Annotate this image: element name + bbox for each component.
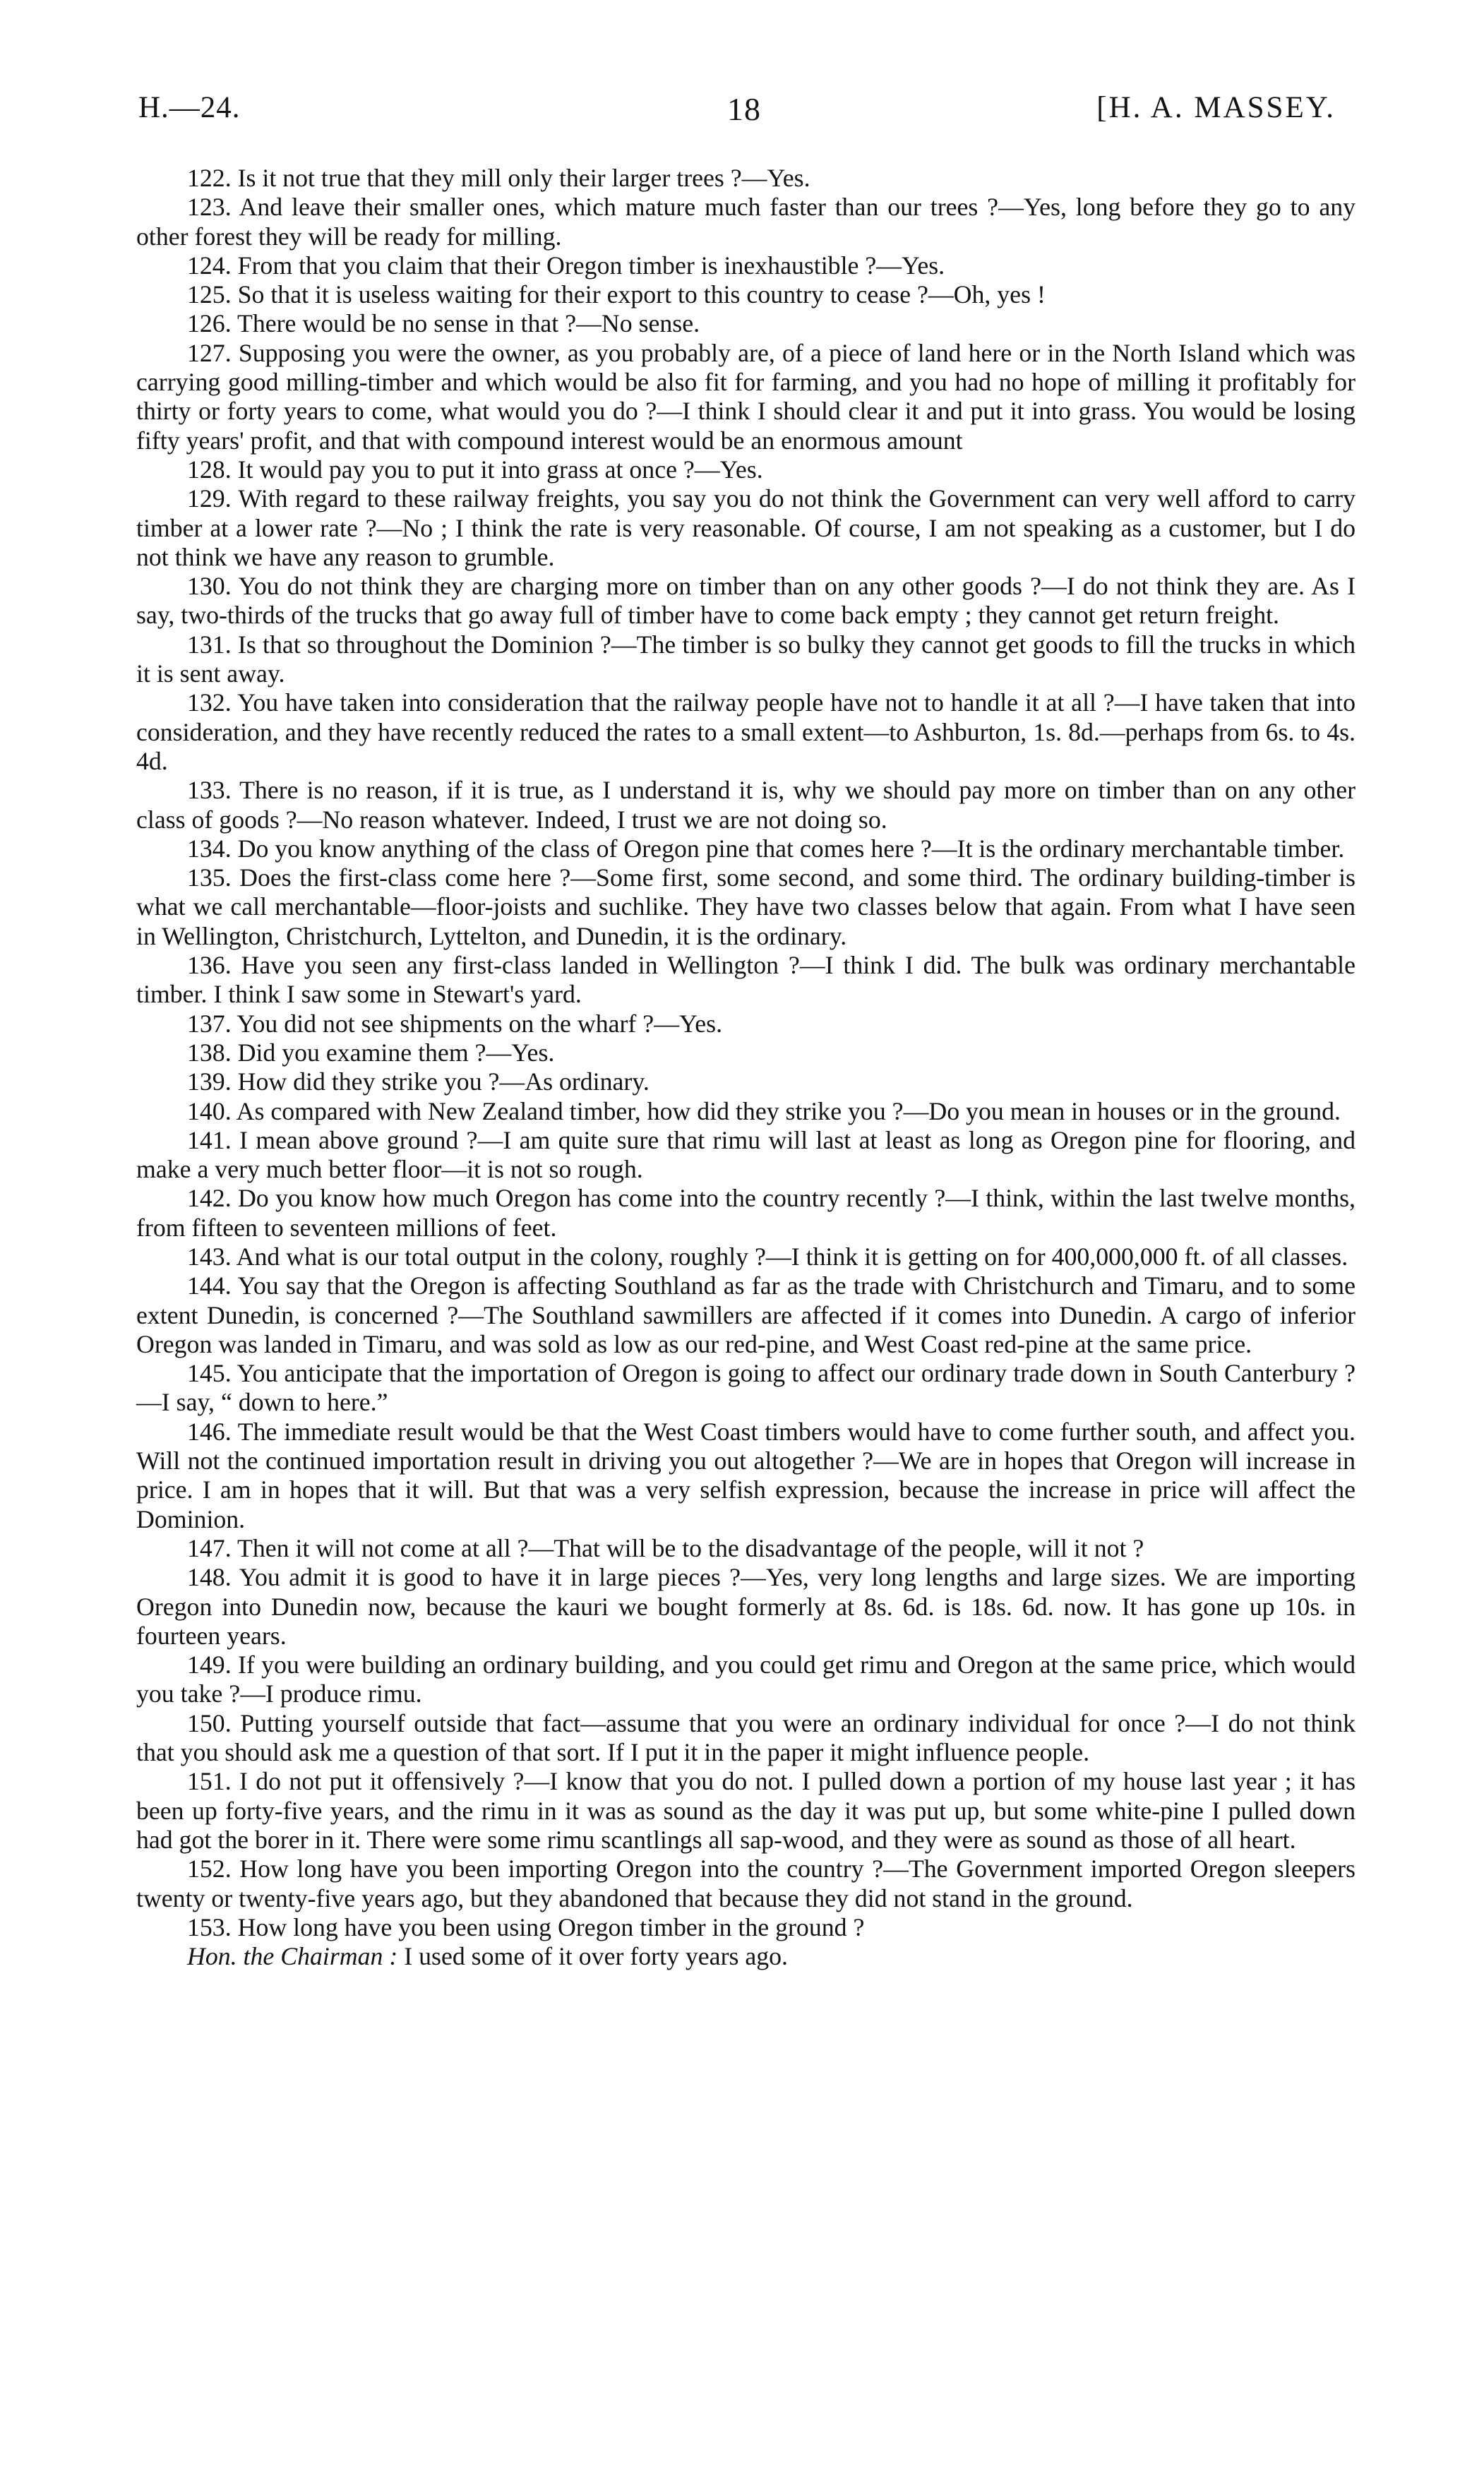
question-130: 130. You do not think they are charging more on timber than on any other goods ?—I do not think they are. As I say, two-thirds of the trucks that go away full of timber have to come back empty ; they cannot get return freight.: [136, 572, 1356, 630]
witness-name: [H. A. MASSEY.: [1096, 91, 1336, 124]
question-139: 139. How did they strike you ?—As ordinary.: [187, 1067, 650, 1096]
question-128: 128. It would pay you to put it into grass at once ?—Yes.: [187, 455, 763, 484]
question-146: 146. The immediate result would be that the West Coast timbers would have to come further south, and affect you. Will not the continued importation result in driving you out altogether ?—We are in hopes that Oregon will increase in price. I am in hopes that it will. But that was a very selfish expression, because the increase in price will affect the Dominion.: [136, 1417, 1356, 1533]
question-133: 133. There is no reason, if it is true, as I understand it is, why we should pay more on timber than on any other class of goods ?—No reason whatever. Indeed, I trust we are not doing so.: [136, 776, 1356, 834]
question-141: 141. I mean above ground ?—I am quite sure that rimu will last at least as long as Oregon pine for flooring, and make a very much better floor—it is not so rough.: [136, 1125, 1356, 1184]
question-134: 134. Do you know anything of the class of Oregon pine that comes here ?—It is the ordinary merchantable timber.: [187, 834, 1345, 863]
question-145: 145. You anticipate that the importation of Oregon is going to affect our ordinary trade down in South Canterbury ?—I say, “ down to here.”: [136, 1359, 1356, 1417]
question-143: 143. And what is our total output in the colony, roughly ?—I think it is getting on for 400,000,000 ft. of all classes.: [187, 1242, 1348, 1271]
chairman-remark-text: I used some of it over forty years ago.: [397, 1942, 788, 1971]
question-136: 136. Have you seen any first-class landed in Wellington ?—I think I did. The bulk was ordinary merchantable timber. I think I saw some in Stewart's yard.: [136, 951, 1356, 1009]
question-152: 152. How long have you been importing Oregon into the country ?—The Government imported Oregon sleepers twenty or twenty-five years ago, but they abandoned that because they did not stand in the ground.: [136, 1855, 1356, 1912]
question-138: 138. Did you examine them ?—Yes.: [187, 1038, 555, 1067]
question-131: 131. Is that so throughout the Dominion ?—The timber is so bulky they cannot get goods to fill the trucks in which it is sent away.: [136, 630, 1356, 688]
question-137: 137. You did not see shipments on the wharf ?—Yes.: [187, 1009, 723, 1038]
page-number: 18: [727, 91, 761, 127]
question-125: 125. So that it is useless waiting for their export to this country to cease ?—Oh, yes !: [187, 280, 1046, 309]
question-140: 140. As compared with New Zealand timber, how did they strike you ?—Do you mean in houses or in the ground.: [187, 1096, 1341, 1125]
question-144: 144. You say that the Oregon is affecting Southland as far as the trade with Christchurch and Timaru, and to some extent Dunedin, is concerned ?—The Southland sawmillers are affected if it comes into Dunedin. A cargo of inferior Oregon was landed in Timaru, and was sold as low as our red-pine, and West Coast red-pine at the same price.: [136, 1271, 1356, 1358]
question-123: 123. And leave their smaller ones, which mature much faster than our trees ?—Yes, long before they go to any other forest they will be ready for milling.: [136, 193, 1356, 251]
question-149: 149. If you were building an ordinary building, and you could get rimu and Oregon at the same price, which would you take ?—I produce rimu.: [136, 1651, 1356, 1708]
question-124: 124. From that you claim that their Oregon timber is inexhaustible ?—Yes.: [187, 251, 945, 280]
question-148: 148. You admit it is good to have it in large pieces ?—Yes, very long lengths and large sizes. We are importing Oregon into Dunedin now, because the kauri we bought formerly at 8s. 6d. is 18s. 6d. now. It has gone up 10s. in fourteen years.: [136, 1563, 1356, 1650]
question-147: 147. Then it will not come at all ?—That will be to the disadvantage of the people, will it not ?: [187, 1533, 1144, 1562]
minutes-of-evidence: [136, 164, 1356, 1971]
paper-reference: H.—24.: [138, 91, 241, 124]
question-122: 122. Is it not true that they mill only their larger trees ?—Yes.: [187, 164, 810, 192]
question-129: 129. With regard to these railway freights, you say you do not think the Government can very well afford to carry timber at a lower rate ?—No ; I think the rate is very reasonable. Of course, I am not speaking as a customer, but I do not think we have any reason to grumble.: [136, 484, 1356, 571]
question-132: 132. You have taken into consideration that the railway people have not to handle it at all ?—I have taken that into consideration, and they have recently reduced the rates to a small extent—to Ashburton, 1s. 8d.—perhaps from 6s. to 4s. 4d.: [136, 688, 1356, 775]
question-151: 151. I do not put it offensively ?—I know that you do not. I pulled down a portion of my house last year ; it has been up forty-five years, and the rimu in it was as sound as the day it was put up, but some white-pine I pulled down had got the borer in it. There were some rimu scantlings all sap-wood, and they were as sound as those of all heart.: [136, 1767, 1356, 1854]
question-142: 142. Do you know how much Oregon has come into the country recently ?—I think, within the last twelve months, from fifteen to seventeen millions of feet.: [136, 1184, 1356, 1242]
speaker-label: Hon. the Chairman :: [187, 1942, 398, 1971]
question-127: 127. Supposing you were the owner, as you probably are, of a piece of land here or in the North Island which was carrying good milling-timber and which would be also fit for farming, and you had no hope of milling it profitably for thirty or forty years to come, what would you do ?—I think I should clear it and put it into grass. You would be losing fifty years' profit, and that with compound interest would be an enormous amount: [136, 338, 1356, 455]
question-150: 150. Putting yourself outside that fact—assume that you were an ordinary individual for once ?—I do not think that you should ask me a question of that sort. If I put it in the paper it might influence people.: [136, 1708, 1356, 1767]
question-135: 135. Does the first-class come here ?—Some first, some second, and some third. The ordinary building-timber is what we call merchantable—floor-joists and suchlike. They have two classes below that again. From what I have seen in Wellington, Christchurch, Lyttelton, and Dunedin, it is the ordinary.: [136, 863, 1356, 950]
question-153: 153. How long have you been using Oregon timber in the ground ?: [187, 1912, 865, 1941]
question-126: 126. There would be no sense in that ?—No sense.: [187, 309, 700, 338]
chairman-remark: [136, 1942, 1356, 1971]
